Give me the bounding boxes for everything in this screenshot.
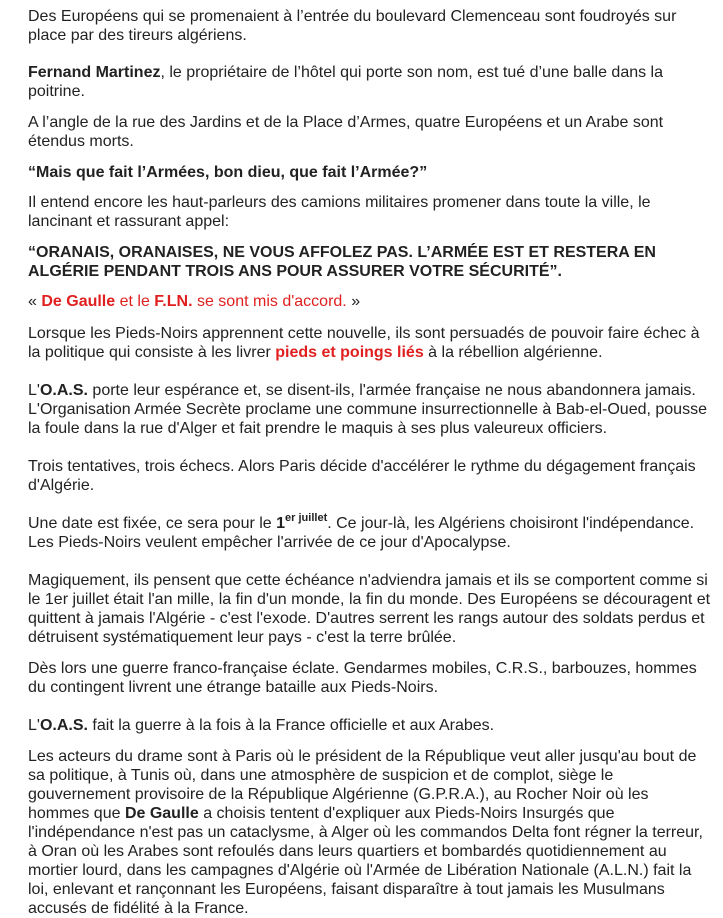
de-gaulle-name: De Gaulle [41, 293, 116, 310]
accord-line [28, 292, 711, 311]
paragraph-2 [28, 63, 711, 101]
paragraph-14-prefix: L' [28, 717, 40, 734]
loudspeaker-announcement: “ORANAIS, ORANAISES, NE VOUS AFFOLEZ PAS. L’ARMÉE EST ET RESTERA EN ALGÉRIE PENDANT TROIS ANS POUR ASSURER VOTRE SÉCURITÉ”. [28, 244, 656, 280]
open-quote: « [28, 293, 42, 310]
close-quote: » [346, 293, 361, 310]
paragraph-11-text-1: Une date est fixée, ce sera pour le [28, 515, 277, 532]
highlight-phrase: pieds et poings liés [275, 344, 424, 361]
paragraph-10: Trois tentatives, trois échecs. Alors Paris décide d'accélérer le rythme du dégagement français d'Algérie. [28, 458, 696, 494]
paragraph-8 [28, 324, 711, 362]
paragraph-8-text-1: Lorsque les Pieds-Noirs apprennent cette nouvelle, ils sont persuadés de pouvoir faire échec à la politique qui consiste à les livrer [28, 325, 700, 361]
paragraph-3: A l’angle de la rue des Jardins et de la Place d’Armes, quatre Européens et un Arabe sont étendus morts. [28, 114, 664, 150]
de-gaulle-name-2: De Gaulle [124, 805, 199, 822]
oas-acronym-2: O.A.S. [39, 717, 88, 734]
paragraph-15 [28, 747, 711, 918]
date-superscript: er juillet [285, 512, 328, 524]
paragraph-15-text-2: a choisis tentent d'expliquer aux Pieds-Noirs Insurgés que l'indépendance n'est pas un cataclysme, à Alger où les commandos Delta font régner la terreur, à Oran où les Arabes sont refoulés dans leurs quartiers et bombardés quotidiennement au mortier lourd, dans les campagnes d'Algérie où l'Armée de Libération Nationale (A.L.N.) fait la loi, enlevant et rançonnant les Européens, faisant disparaître à tout jamais les Musulmans accusés de fidélité à la France. [28, 805, 703, 917]
fln-name: F.LN. [154, 293, 193, 310]
paragraph-8-text-2: à la rébellion algérienne. [423, 344, 603, 361]
paragraph-1: Des Européens qui se promenaient à l’entrée du boulevard Clemenceau sont foudroyés sur place par des tireurs algériens. [28, 8, 677, 44]
paragraph-12: Magiquement, ils pensent que cette échéance n'adviendra jamais et ils se comportent comme si le 1er juillet était l'an mille, la fin d'un monde, la fin du monde. Des Européens se découragent et quittent à jamais l'Algérie - c'est l'exode. D'autres serrent les rangs autour des soldats perdus et détruisent systématiquement leur pays - c'est la terre brûlée. [28, 572, 711, 646]
paragraph-13: Dès lors une guerre franco-française éclate. Gendarmes mobiles, C.R.S., barbouzes, hommes du contingent livrent une étrange bataille aux Pieds-Noirs. [28, 660, 697, 696]
paragraph-15-text-1: Les acteurs du drame sont à Paris où le président de la République veut aller jusqu'au bout de sa politique, à Tunis où, dans une atmosphère de suspicion et de complot, siège le gouvernement provisoire de la République Algérienne (G.P.R.A.), au Rocher Noir où les hommes que [28, 748, 697, 822]
oas-acronym: O.A.S. [39, 382, 88, 399]
paragraph-9-text: porte leur espérance et, se disent-ils, l'armée française ne nous abandonnera jamais. L'Organisation Armée Secrète proclame une commune insurrectionnelle à Bab-el-Oued, pousse la foule dans la rue d'Alger et fait prendre le maquis à ses plus valeureux officiers. [28, 382, 707, 437]
quote-army: “Mais que fait l’Armées, bon dieu, que fait l’Armée?” [28, 164, 428, 181]
person-name: Fernand Martinez [28, 64, 161, 81]
paragraph-14 [28, 716, 711, 735]
paragraph-14-text: fait la guerre à la fois à la France officielle et aux Arabes. [87, 717, 495, 734]
accord-text-2: se sont mis d'accord. [192, 293, 347, 310]
paragraph-5: Il entend encore les haut-parleurs des camions militaires promener dans toute la ville, le lancinant et rassurant appel: [28, 194, 651, 230]
paragraph-11 [28, 514, 711, 552]
date-day: 1 [276, 515, 286, 532]
accord-text-1: et le [115, 293, 155, 310]
paragraph-2-text: , le propriétaire de l’hôtel qui porte son nom, est tué d’une balle dans la poitrine. [28, 64, 664, 100]
paragraph-9-prefix: L' [28, 382, 40, 399]
paragraph-9 [28, 381, 711, 438]
paragraph-11-text-2: . Ce jour-là, les Algériens choisiront l'indépendance. Les Pieds-Noirs veulent empêcher l'arrivée de ce jour d'Apocalypse. [28, 515, 695, 551]
